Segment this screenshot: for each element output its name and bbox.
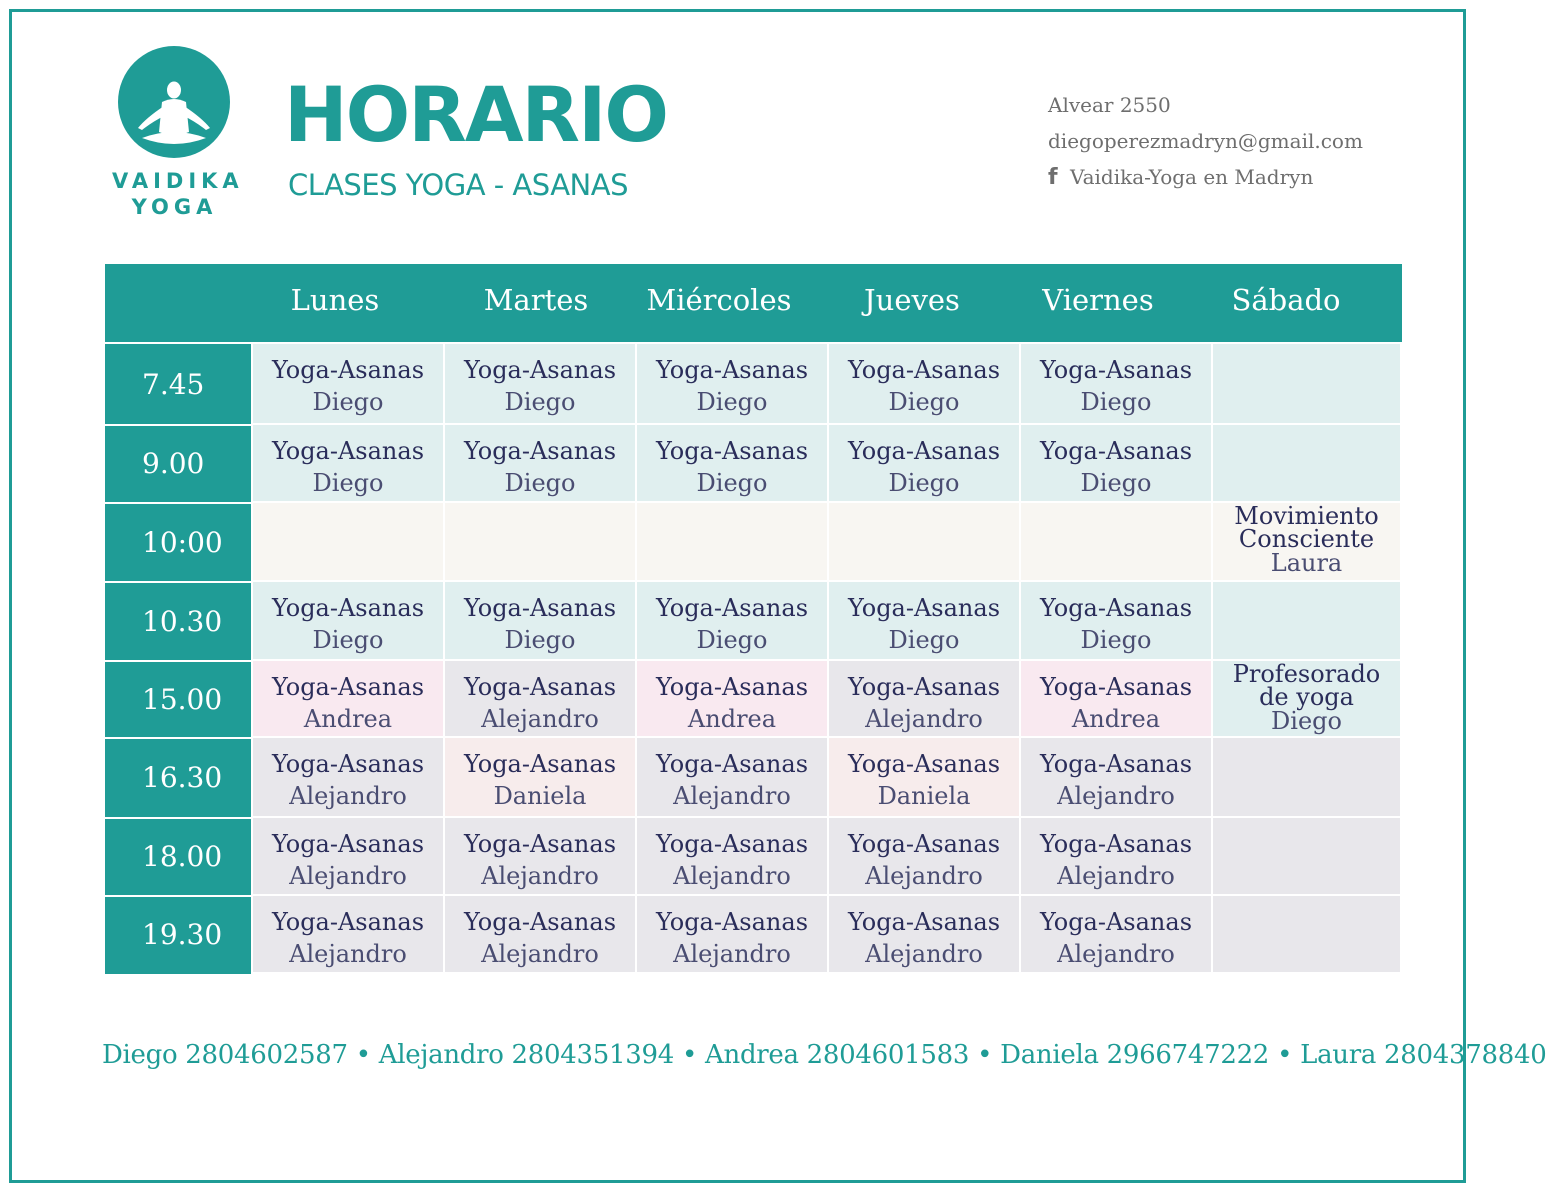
schedule-cell [637,661,829,738]
schedule-cell [1021,344,1213,425]
email-link[interactable]: diegoperezmadryn@gmail.com [1048,129,1363,153]
class-name: Yoga-Asanas [271,830,425,858]
time-divider [105,424,251,426]
schedule-cell [445,503,637,582]
teacher-name: Diego [1080,469,1152,497]
day-header-0: Lunes [290,283,380,317]
day-header-4: Viernes [1042,283,1154,317]
schedule-cell [1021,425,1213,503]
teacher-name: Alejandro [289,782,407,810]
day-header-2: Miércoles [646,283,792,317]
teacher-name: Alejandro [481,705,599,733]
teacher-name: Alejandro [865,940,983,968]
class-name: Yoga-Asanas [655,830,809,858]
day-header-5: Sábado [1231,283,1341,317]
schedule-cell [1213,896,1402,974]
teacher-name: Laura [1270,549,1343,577]
teacher-name: Alejandro [289,862,407,890]
teacher-name: Diego [696,469,768,497]
time-slot-label: 15.00 [142,683,223,716]
footer-contact: Laura 2804378840 [1300,1040,1546,1070]
schedule-cell [253,344,445,425]
time-divider [105,737,251,739]
class-name: Yoga-Asanas [655,594,809,622]
class-name: Yoga-Asanas [271,437,425,465]
schedule-cell [829,661,1021,738]
class-name: Yoga-Asanas [847,908,1001,936]
class-name: Yoga-Asanas [271,594,425,622]
teacher-name: Alejandro [865,705,983,733]
class-name: Yoga-Asanas [271,356,425,384]
schedule-cell [637,896,829,974]
class-name: Yoga-Asanas [847,594,1001,622]
time-slot-label: 10.30 [142,605,223,638]
day-header-1: Martes [483,283,589,317]
teacher-name: Diego [1080,626,1152,654]
time-slot-label: 10:00 [142,526,223,559]
time-divider [105,817,251,819]
class-name: Yoga-Asanas [847,673,1001,701]
class-name: Yoga-Asanas [1039,594,1193,622]
schedule-cell [829,896,1021,974]
brand-name-line2: YOGA [131,195,218,219]
teacher-name: Alejandro [673,940,791,968]
time-divider [105,502,251,504]
teacher-name: Diego [504,626,576,654]
class-name: Yoga-Asanas [847,437,1001,465]
schedule-cell [445,344,637,425]
class-name: Yoga-Asanas [1039,437,1193,465]
footer-contact: Daniela 2966747222 [1000,1040,1270,1070]
schedule-cell [1213,661,1402,738]
schedule-cell [253,661,445,738]
class-name: Yoga-Asanas [463,673,617,701]
teacher-name: Diego [888,469,960,497]
schedule-cell [829,818,1021,896]
class-name: Yoga-Asanas [463,594,617,622]
class-name: Yoga-Asanas [1039,830,1193,858]
class-name: Yoga-Asanas [463,750,617,778]
facebook-page-name: Vaidika-Yoga en Madryn [1070,165,1314,189]
schedule-cell [1213,818,1402,896]
class-name: Yoga-Asanas [655,356,809,384]
schedule-cell [445,896,637,974]
brand-name-line1: VAIDIKA [112,169,244,193]
teacher-name: Diego [312,626,384,654]
schedule-cell [1213,738,1402,818]
teacher-name: Diego [1080,388,1152,416]
footer-contact: Diego 2804602587 [102,1040,348,1070]
class-name: Yoga-Asanas [655,437,809,465]
schedule-cell [1021,661,1213,738]
footer-separator: • [1277,1040,1293,1070]
footer-contact: Andrea 2804601583 [705,1040,970,1070]
schedule-cell [1213,582,1402,661]
schedule-cell [253,503,445,582]
teacher-name: Alejandro [865,862,983,890]
class-name: Yoga-Asanas [1039,673,1193,701]
teacher-name: Daniela [877,782,971,810]
time-divider [105,581,251,583]
schedule-cell [253,425,445,503]
schedule-cell [637,738,829,818]
schedule-cell [1213,503,1402,582]
teacher-name: Alejandro [1057,940,1175,968]
teacher-name: Andrea [303,705,393,733]
page-title: HORARIO [284,70,667,159]
time-slot-label: 9.00 [142,447,205,480]
teacher-name: Diego [888,388,960,416]
schedule-cell [253,738,445,818]
schedule-cell [637,818,829,896]
class-name: Yoga-Asanas [1039,750,1193,778]
facebook-row[interactable] [1048,160,1363,196]
teacher-name: Alejandro [481,862,599,890]
footer-separator: • [977,1040,993,1070]
teacher-name: Alejandro [673,862,791,890]
class-name: Yoga-Asanas [655,750,809,778]
teacher-name: Diego [312,469,384,497]
class-name: Yoga-Asanas [847,750,1001,778]
schedule-cell [829,344,1021,425]
teacher-name: Diego [696,388,768,416]
time-slot-label: 19.30 [142,918,223,951]
schedule-cell [1021,503,1213,582]
footer-contact: Alejandro 2804351394 [378,1040,674,1070]
class-name: Yoga-Asanas [463,356,617,384]
meditation-logo-icon [118,46,230,158]
teacher-name: Daniela [493,782,587,810]
teacher-name: Diego [1271,707,1342,735]
class-name: Yoga-Asanas [271,908,425,936]
teacher-name: Alejandro [673,782,791,810]
schedule-cell [637,582,829,661]
teacher-name: Diego [312,388,384,416]
class-name: Profesorado de yoga [1232,660,1381,711]
schedule-cell [829,425,1021,503]
schedule-cell [829,738,1021,818]
schedule-cell [637,425,829,503]
schedule-cell [829,582,1021,661]
class-name: Yoga-Asanas [847,356,1001,384]
teacher-name: Diego [504,388,576,416]
schedule-cell [1021,738,1213,818]
schedule-cell [253,582,445,661]
schedule-cell [445,425,637,503]
day-header-3: Jueves [864,283,960,317]
schedule-cell [445,818,637,896]
teacher-name: Alejandro [289,940,407,968]
schedule-cell [253,896,445,974]
class-name: Yoga-Asanas [1039,908,1193,936]
teacher-name: Diego [888,626,960,654]
schedule-cell [445,582,637,661]
page-subtitle: CLASES YOGA - ASANAS [288,168,628,202]
teacher-name: Diego [504,469,576,497]
time-slot-label: 16.30 [142,761,223,794]
schedule-cell [445,661,637,738]
facebook-icon: f [1048,165,1058,190]
schedule-cell [1021,582,1213,661]
time-divider [105,660,251,662]
teacher-name: Andrea [1071,705,1161,733]
schedule-cell [1021,896,1213,974]
class-name: Yoga-Asanas [463,437,617,465]
teacher-name: Alejandro [1057,862,1175,890]
teacher-name: Alejandro [481,940,599,968]
schedule-cell [637,503,829,582]
schedule-cell [1213,425,1402,503]
time-divider [105,895,251,897]
class-name: Yoga-Asanas [847,830,1001,858]
teacher-name: Diego [696,626,768,654]
schedule-cell [829,503,1021,582]
address: Alvear 2550 [1048,93,1171,117]
schedule-cell [445,738,637,818]
footer-contacts [102,1040,1546,1070]
logo [112,46,244,226]
class-name: Yoga-Asanas [655,908,809,936]
schedule-cell [1021,818,1213,896]
schedule-cell [637,344,829,425]
contact-block [1048,88,1363,196]
schedule-cell [1213,344,1402,425]
class-name: Yoga-Asanas [463,908,617,936]
time-slot-label: 18.00 [142,840,223,873]
footer-separator: • [681,1040,698,1070]
schedule-cell [253,818,445,896]
footer-separator: • [355,1040,371,1070]
teacher-name: Alejandro [1057,782,1175,810]
teacher-name: Andrea [687,705,777,733]
class-name: Yoga-Asanas [271,750,425,778]
class-name: Yoga-Asanas [271,673,425,701]
class-name: Yoga-Asanas [463,830,617,858]
schedule-table [105,264,1402,974]
class-name: Yoga-Asanas [655,673,809,701]
time-slot-label: 7.45 [142,368,205,401]
class-name: Yoga-Asanas [1039,356,1193,384]
class-name: Movimiento Consciente [1234,502,1379,553]
